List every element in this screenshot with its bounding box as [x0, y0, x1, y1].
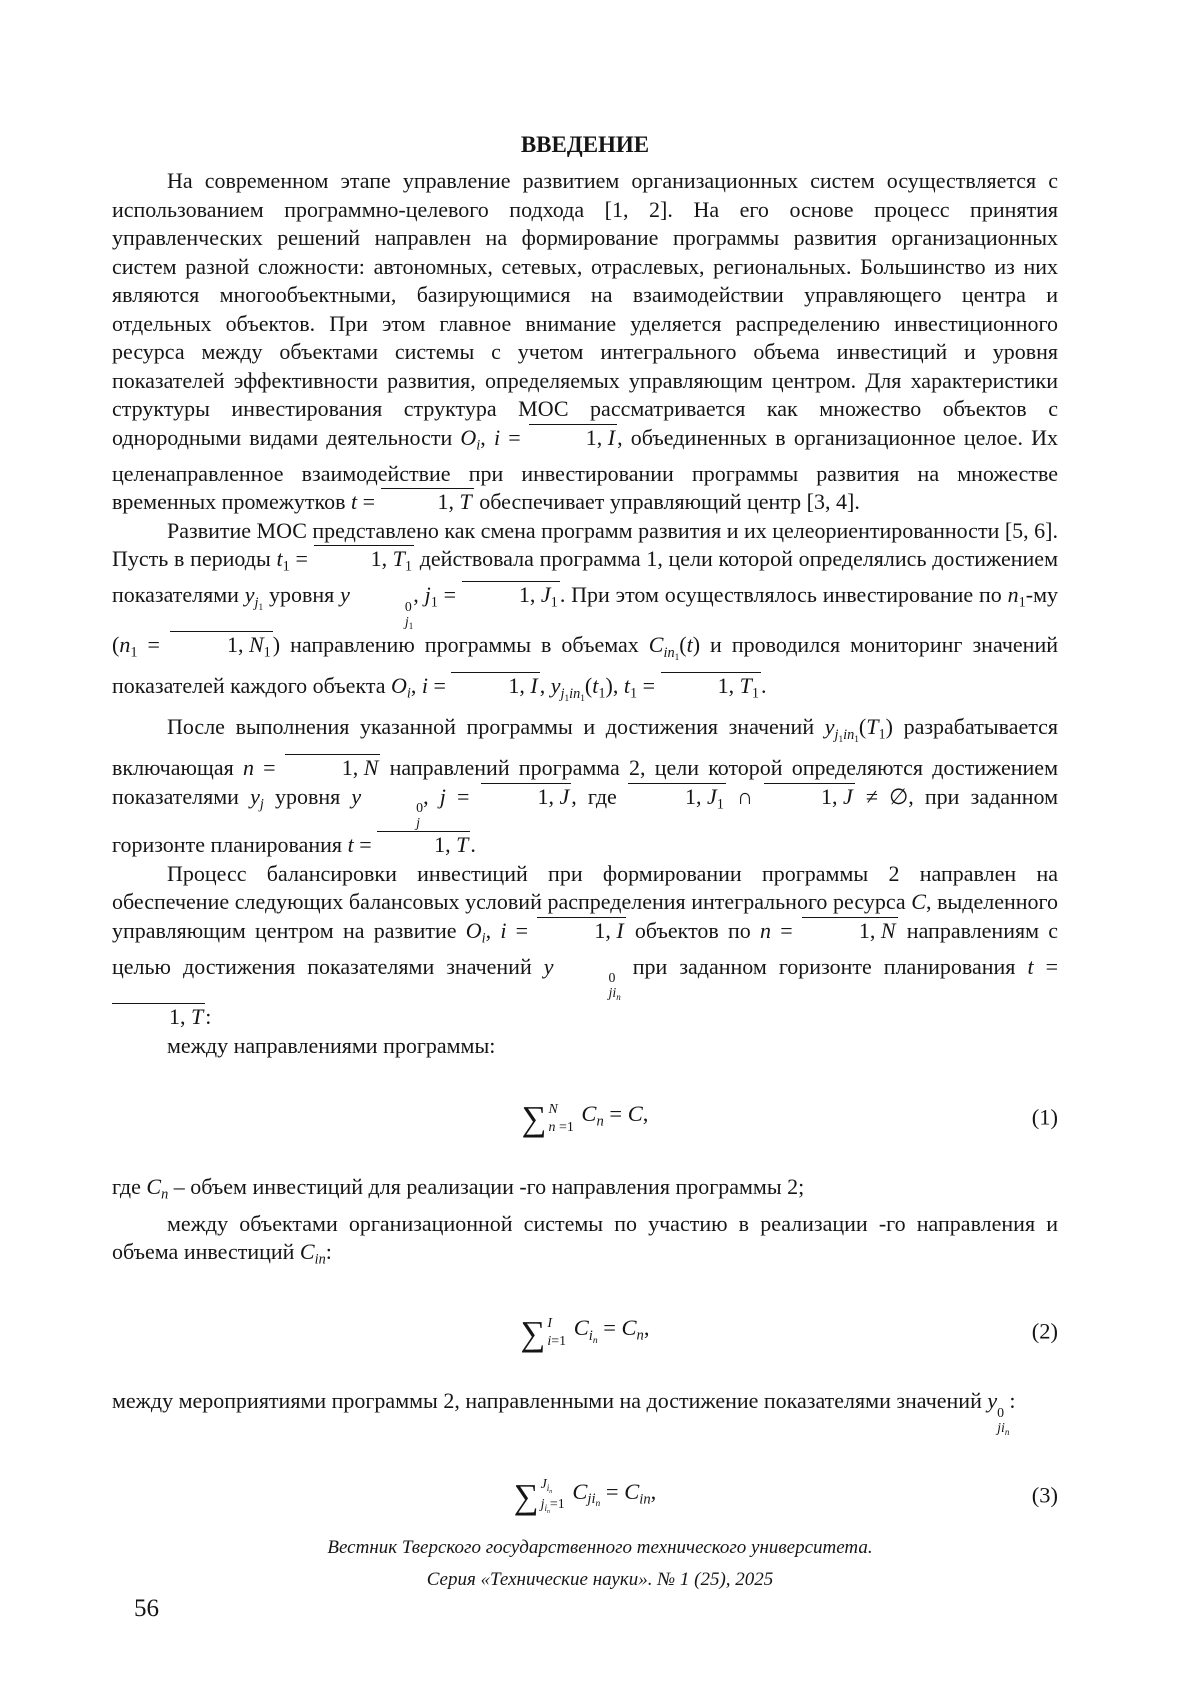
subscript: in — [588, 1327, 598, 1346]
paragraph-5: между направлениями программы: — [167, 1032, 496, 1058]
subscript: n — [161, 1187, 169, 1204]
journal-footer-line1: Вестник Тверского государственного технического университета. — [327, 1537, 873, 1558]
sigma-icon: ∑ — [520, 1313, 546, 1353]
subscript: jin — [587, 1491, 601, 1510]
overline-term: 1, $J_1$ — [628, 783, 726, 812]
overline-term: 1, I — [529, 424, 617, 449]
subscript: j — [259, 796, 264, 813]
subscript: 1 — [263, 644, 271, 661]
subscript: i — [481, 930, 486, 947]
overline-term: 1, $T_1$ — [314, 545, 414, 574]
subscript: 1 — [674, 652, 680, 663]
sum-operator: ∑ N n =1 — [521, 1099, 574, 1139]
subscript: 1 — [878, 726, 886, 743]
journal-footer-line2: Серия «Технические науки». № 1 (25), 2025 — [426, 1569, 774, 1590]
subscript: 1 — [258, 602, 264, 613]
subscript: n — [596, 1113, 604, 1130]
subscript: in — [314, 1251, 326, 1268]
sigma-icon: ∑ — [521, 1099, 547, 1139]
paragraph-6: где $C_n$ – объем инвестиций для реализации -го направления программы 2; — [112, 1174, 805, 1204]
content-column — [112, 130, 1058, 1553]
overline-term: 1, I — [537, 917, 625, 942]
stacked-scripts: 0 $ji_n$ — [608, 970, 621, 1003]
paragraph-1: На современном этапе управление развитием организационных систем осуществляется с использованием программно-целевого подхода [1, 2]. На его основе процесс принятия управленческих решений направлен на формирование программы развития организационных систем разной сложности: автономных, сетевых, отраслевых, региональных. Большинство из них являются многообъектными, базирующимися на взаимодействии управляющего центра и отдельных объектов. При этом главное внимание уделяется распределению инвестиционного ресурса между объектами системы с учетом интегрального объема инвестиций и уровня показателей эффективности развития, определяемых управляющим центром. Для характеристики структуры инвестирования структура МОС рассматривается как множество объектов с однородными видами деятельности $O_i$, i = 1, I, объединенных в организационное целое. Их целенаправленное взаимодействие при инвестировании программы развития на множестве временных промежутков t = 1, T обеспечивает управляющий центр [3, 4]. — [112, 168, 1058, 515]
subscript: 1 — [130, 644, 138, 661]
overline-term: 1, $J_1$ — [462, 581, 560, 610]
subscript: n — [546, 1509, 550, 1516]
paragraph-3: После выполнения указанной программы и достижения значений $y_{j_1in_1}(T_1)$ разрабатывается включающая n = 1, N направлений программа 2, цели которой определяются достижением показателями $y_j$ уровня y 0 j , j = 1, J, где 1, $J_1$ ∩ 1, J ≠ ∅, при заданном горизонте планирования t = 1, T. — [112, 714, 1059, 858]
journal-footer — [0, 1532, 1200, 1596]
paragraph-2: Развитие МОС представлено как смена программ развития и их целеориентированности [5, 6]. Пусть в периоды $t_1 = 1$, $T_1$ действовала программа 1, цели которой определялись достижением показателями $y_{j_1}$ уровня y 0 $j_1$ , $j_1 = 1$, $J_1$. При этом осуществлялось инвестирование по $n_1-му$ ($n_1 = 1$, $N_1$) направлению программы в объемах $C_{in_1}(t)$ и проводился мониторинг значений показателей каждого объекта $O_i$, i = 1, I, $y_{j_1in_1}(t_1)$, $t_1 = 1$, $T_1$. — [112, 517, 1059, 704]
equation-number: (3) — [1031, 1482, 1058, 1508]
subscript: in — [639, 1491, 651, 1508]
subscript: 1 — [854, 734, 859, 745]
stacked-scripts: 0 $j_1$ — [404, 598, 414, 631]
overline-term: 1, J — [764, 783, 855, 808]
subscript: 1 — [404, 558, 413, 575]
subscript: in1 — [663, 644, 680, 663]
overline-term: 1, $N_1$ — [170, 631, 273, 660]
equation-3 — [112, 1476, 1058, 1516]
equation-number: (2) — [1031, 1318, 1058, 1344]
subscript: n — [549, 1489, 553, 1496]
equation-number: (1) — [1031, 1104, 1058, 1129]
subscript: 1 — [564, 693, 570, 704]
subscript: i — [406, 685, 411, 702]
paragraph-8: между мероприятиями программы 2, направленными на достижение показателями значений y 0 $ji_n$ : — [112, 1388, 1016, 1437]
page-number: 56 — [134, 1595, 159, 1622]
subscript: n — [636, 1327, 644, 1344]
overline-term: 1, J — [481, 783, 572, 808]
subscript: n — [595, 1499, 601, 1510]
stacked-scripts: 0 j — [416, 800, 424, 831]
overline-term: 1, N — [285, 754, 381, 779]
equation-2 — [112, 1312, 1058, 1353]
subscript: n — [1004, 1426, 1010, 1437]
subscript: 1 — [580, 693, 585, 704]
overline-term: 1, $T_1$ — [661, 672, 761, 701]
equation-body: ∑ I i=1 $C_{i_n} = C_n$, — [520, 1313, 650, 1353]
overline-term: 1, T — [112, 1003, 205, 1028]
paragraph-7: между объектами организационной системы по участию в реализации -го направления и объема инвестиций $C_{in}$: — [112, 1210, 1058, 1268]
sum-operator: ∑ $J_{i_n}$ $j_{i_n}=1$ — [513, 1477, 565, 1517]
equation-body: ∑ N n =1 $C_n = C$, — [521, 1099, 649, 1139]
overline-term: 1, N — [802, 917, 898, 942]
subscript: 1 — [598, 685, 606, 702]
subscript: 1 — [1018, 594, 1026, 611]
subscript: j1 — [254, 594, 264, 613]
subscript: j1in1 — [834, 726, 859, 745]
subscript: i — [476, 437, 481, 454]
page-title: ВВЕДЕНИЕ — [520, 132, 650, 157]
subscript: n — [616, 992, 621, 1003]
equation-1 — [112, 1098, 1058, 1139]
stacked-scripts: 0 $ji_n$ — [997, 1405, 1010, 1437]
overline-term: 1, T — [381, 488, 474, 513]
subscript: 1 — [550, 594, 558, 611]
subscript: 1 — [751, 685, 759, 702]
sum-operator: ∑ I i=1 — [520, 1313, 567, 1353]
equation-body: ∑ $J_{i_n}$ $j_{i_n}=1$ $C_{ji_n} = C_{in}$, — [513, 1477, 657, 1517]
subscript: 1 — [716, 796, 724, 813]
subscript: in — [544, 1503, 550, 1516]
sigma-icon: ∑ — [513, 1477, 539, 1517]
overline-term: 1, I — [451, 672, 539, 697]
paragraph-4: Процесс балансировки инвестиций при формировании программы 2 направлен на обеспечение следующих балансовых условий распределения интегрального ресурса C, выделенного управляющим центром на развитие $O_i$, i = 1, I объектов по n = 1, N направлениям с целью достижения показателями значений y 0 $ji_n$ при заданном горизонте планирования t = 1, T: — [112, 860, 1059, 1030]
document-body — [112, 167, 1058, 1515]
subscript: in — [546, 1483, 553, 1496]
subscript: j1in1 — [560, 685, 585, 704]
subscript: 1 — [408, 620, 414, 631]
subscript: 1 — [430, 594, 438, 611]
subscript: 1 — [629, 685, 638, 702]
subscript: n — [592, 1335, 598, 1346]
overline-term: 1, T — [377, 831, 470, 856]
subscript: 1 — [838, 734, 844, 745]
subscript: 1 — [282, 558, 290, 575]
